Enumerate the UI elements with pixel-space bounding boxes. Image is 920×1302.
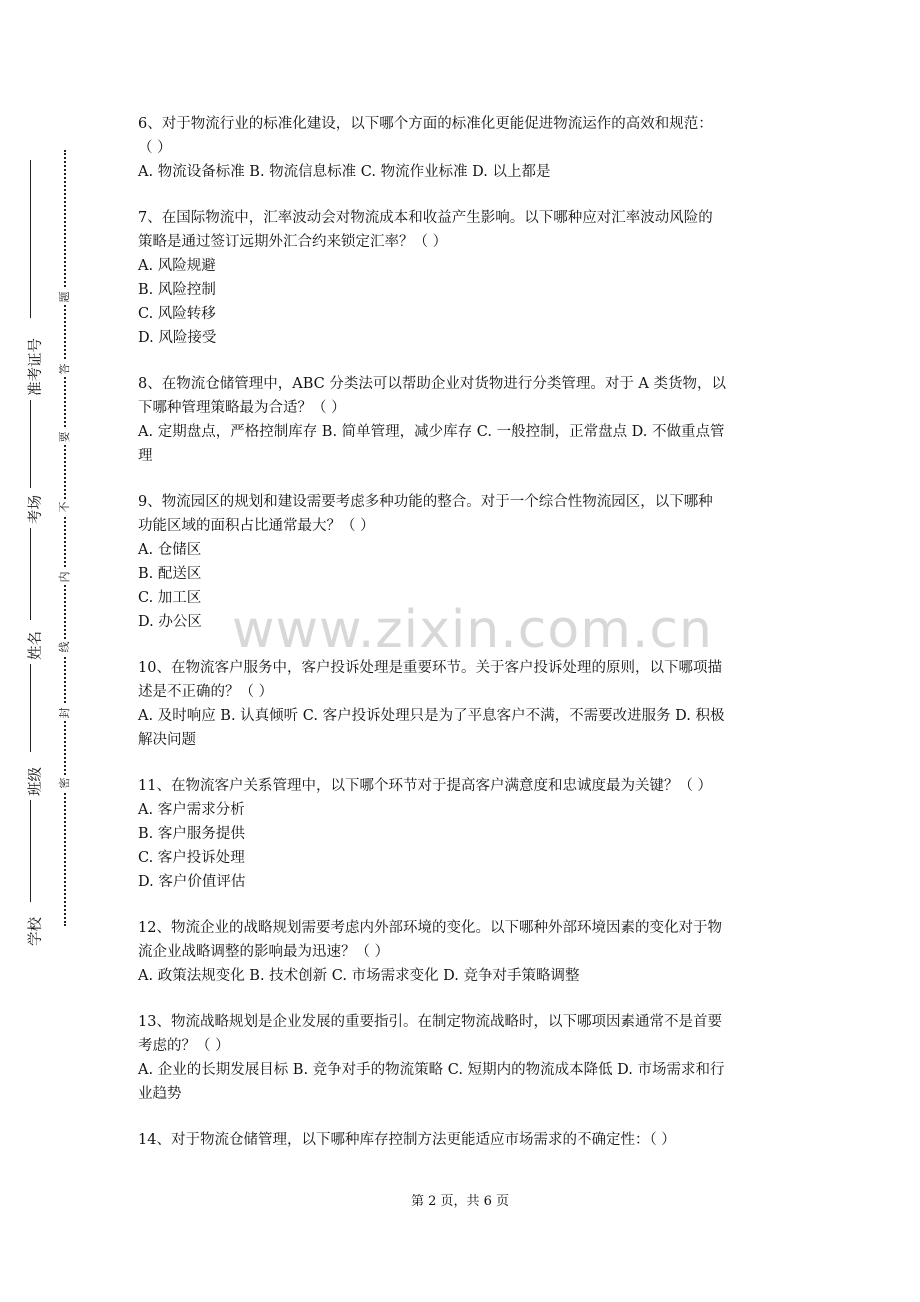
- seal-word: 密: [58, 775, 72, 791]
- question-10: [138, 656, 788, 752]
- option-a: A. 风险规避: [138, 258, 216, 274]
- question-13: [138, 1010, 788, 1106]
- question-text: 功能区域的面积占比通常最大？（ ）: [138, 518, 375, 534]
- question-text: 流企业战略调整的影响最为迅速？（ ）: [138, 944, 390, 960]
- option-b: B. 客户服务提供: [138, 826, 245, 842]
- question-9: [138, 490, 788, 634]
- field-underline: [30, 160, 31, 318]
- field-underline: [30, 800, 31, 902]
- option-c: C. 加工区: [138, 590, 202, 606]
- option-a: A. 客户需求分析: [138, 802, 245, 818]
- question-14: [138, 1128, 788, 1152]
- question-list: [138, 112, 788, 1174]
- question-text: （ ）: [138, 140, 172, 156]
- question-text: 述是不正确的？（ ）: [138, 684, 274, 700]
- question-text: 7、在国际物流中，汇率波动会对物流成本和收益产生影响。以下哪种应对汇率波动风险的: [138, 210, 713, 226]
- question-12: [138, 916, 788, 988]
- option-line: A. 及时响应 B. 认真倾听 C. 客户投诉处理只是为了平息客户不满，不需要改进服务 D. 积极: [138, 708, 725, 724]
- watermark: www.zixin.com.cn: [232, 600, 713, 660]
- option-line: A. 定期盘点，严格控制库存 B. 简单管理，减少库存 C. 一般控制，正常盘点 D. 不做重点管: [138, 424, 725, 440]
- exam-room-label: 考场: [28, 495, 44, 524]
- option-line: 解决问题: [138, 732, 196, 748]
- question-text: 策略是通过签订远期外汇合约来锁定汇率？（ ）: [138, 234, 448, 250]
- question-11: [138, 774, 788, 894]
- question-text: 12、物流企业的战略规划需要考虑内外部环境的变化。以下哪种外部环境因素的变化对于物: [138, 920, 722, 936]
- option-line: 理: [138, 448, 153, 464]
- option-d: D. 办公区: [138, 614, 202, 630]
- field-underline: [30, 528, 31, 620]
- question-6: [138, 112, 788, 184]
- seal-dotted-line: [64, 150, 66, 926]
- option-d: D. 风险接受: [138, 330, 217, 346]
- option-line: A. 企业的长期发展目标 B. 竞争对手的物流策略 C. 短期内的物流成本降低 D. 市场需求和行: [138, 1062, 725, 1078]
- question-text: 9、物流园区的规划和建设需要考虑多种功能的整合。对于一个综合性物流园区，以下哪种: [138, 494, 713, 510]
- seal-word: 内: [58, 569, 72, 585]
- option-b: B. 风险控制: [138, 282, 216, 298]
- option-b: B. 配送区: [138, 566, 202, 582]
- page-number: 第 2 页，共 6 页: [410, 1194, 510, 1209]
- field-underline: [30, 400, 31, 488]
- question-text: 考虑的？（ ）: [138, 1038, 230, 1054]
- question-text: 14、对于物流仓储管理，以下哪种库存控制方法更能适应市场需求的不确定性：（ ）: [138, 1132, 676, 1148]
- field-underline: [30, 664, 31, 752]
- exam-number-label: 准考证号: [28, 338, 44, 396]
- question-text: 11、在物流客户关系管理中，以下哪个环节对于提高客户满意度和忠诚度最为关键？（ ）: [138, 778, 713, 794]
- seal-word: 封: [58, 705, 72, 721]
- question-text: 6、对于物流行业的标准化建设，以下哪个方面的标准化更能促进物流运作的高效和规范：: [138, 116, 713, 132]
- seal-word: 不: [58, 499, 72, 515]
- name-label: 姓名: [28, 631, 44, 660]
- option-line: 业趋势: [138, 1086, 182, 1102]
- option-line: A. 政策法规变化 B. 技术创新 C. 市场需求变化 D. 竞争对手策略调整: [138, 968, 580, 984]
- seal-word: 要: [58, 429, 72, 445]
- seal-word: 线: [58, 639, 72, 655]
- question-text: 10、在物流客户服务中，客户投诉处理是重要环节。关于客户投诉处理的原则，以下哪项描: [138, 660, 722, 676]
- option-c: C. 客户投诉处理: [138, 850, 245, 866]
- seal-word: 题: [58, 289, 72, 305]
- school-label: 学校: [28, 917, 44, 946]
- option-line: A. 物流设备标准 B. 物流信息标准 C. 物流作业标准 D. 以上都是: [138, 164, 551, 180]
- option-d: D. 客户价值评估: [138, 874, 246, 890]
- option-a: A. 仓储区: [138, 542, 202, 558]
- question-text: 8、在物流仓储管理中，ABC 分类法可以帮助企业对货物进行分类管理。对于 A 类货物，以: [138, 376, 727, 392]
- class-label: 班级: [28, 767, 44, 796]
- question-8: [138, 372, 788, 468]
- option-c: C. 风险转移: [138, 306, 216, 322]
- question-text: 下哪种管理策略最为合适？（ ）: [138, 400, 346, 416]
- seal-word: 答: [58, 361, 72, 377]
- question-7: [138, 206, 788, 350]
- question-text: 13、物流战略规划是企业发展的重要指引。在制定物流战略时，以下哪项因素通常不是首要: [138, 1014, 722, 1030]
